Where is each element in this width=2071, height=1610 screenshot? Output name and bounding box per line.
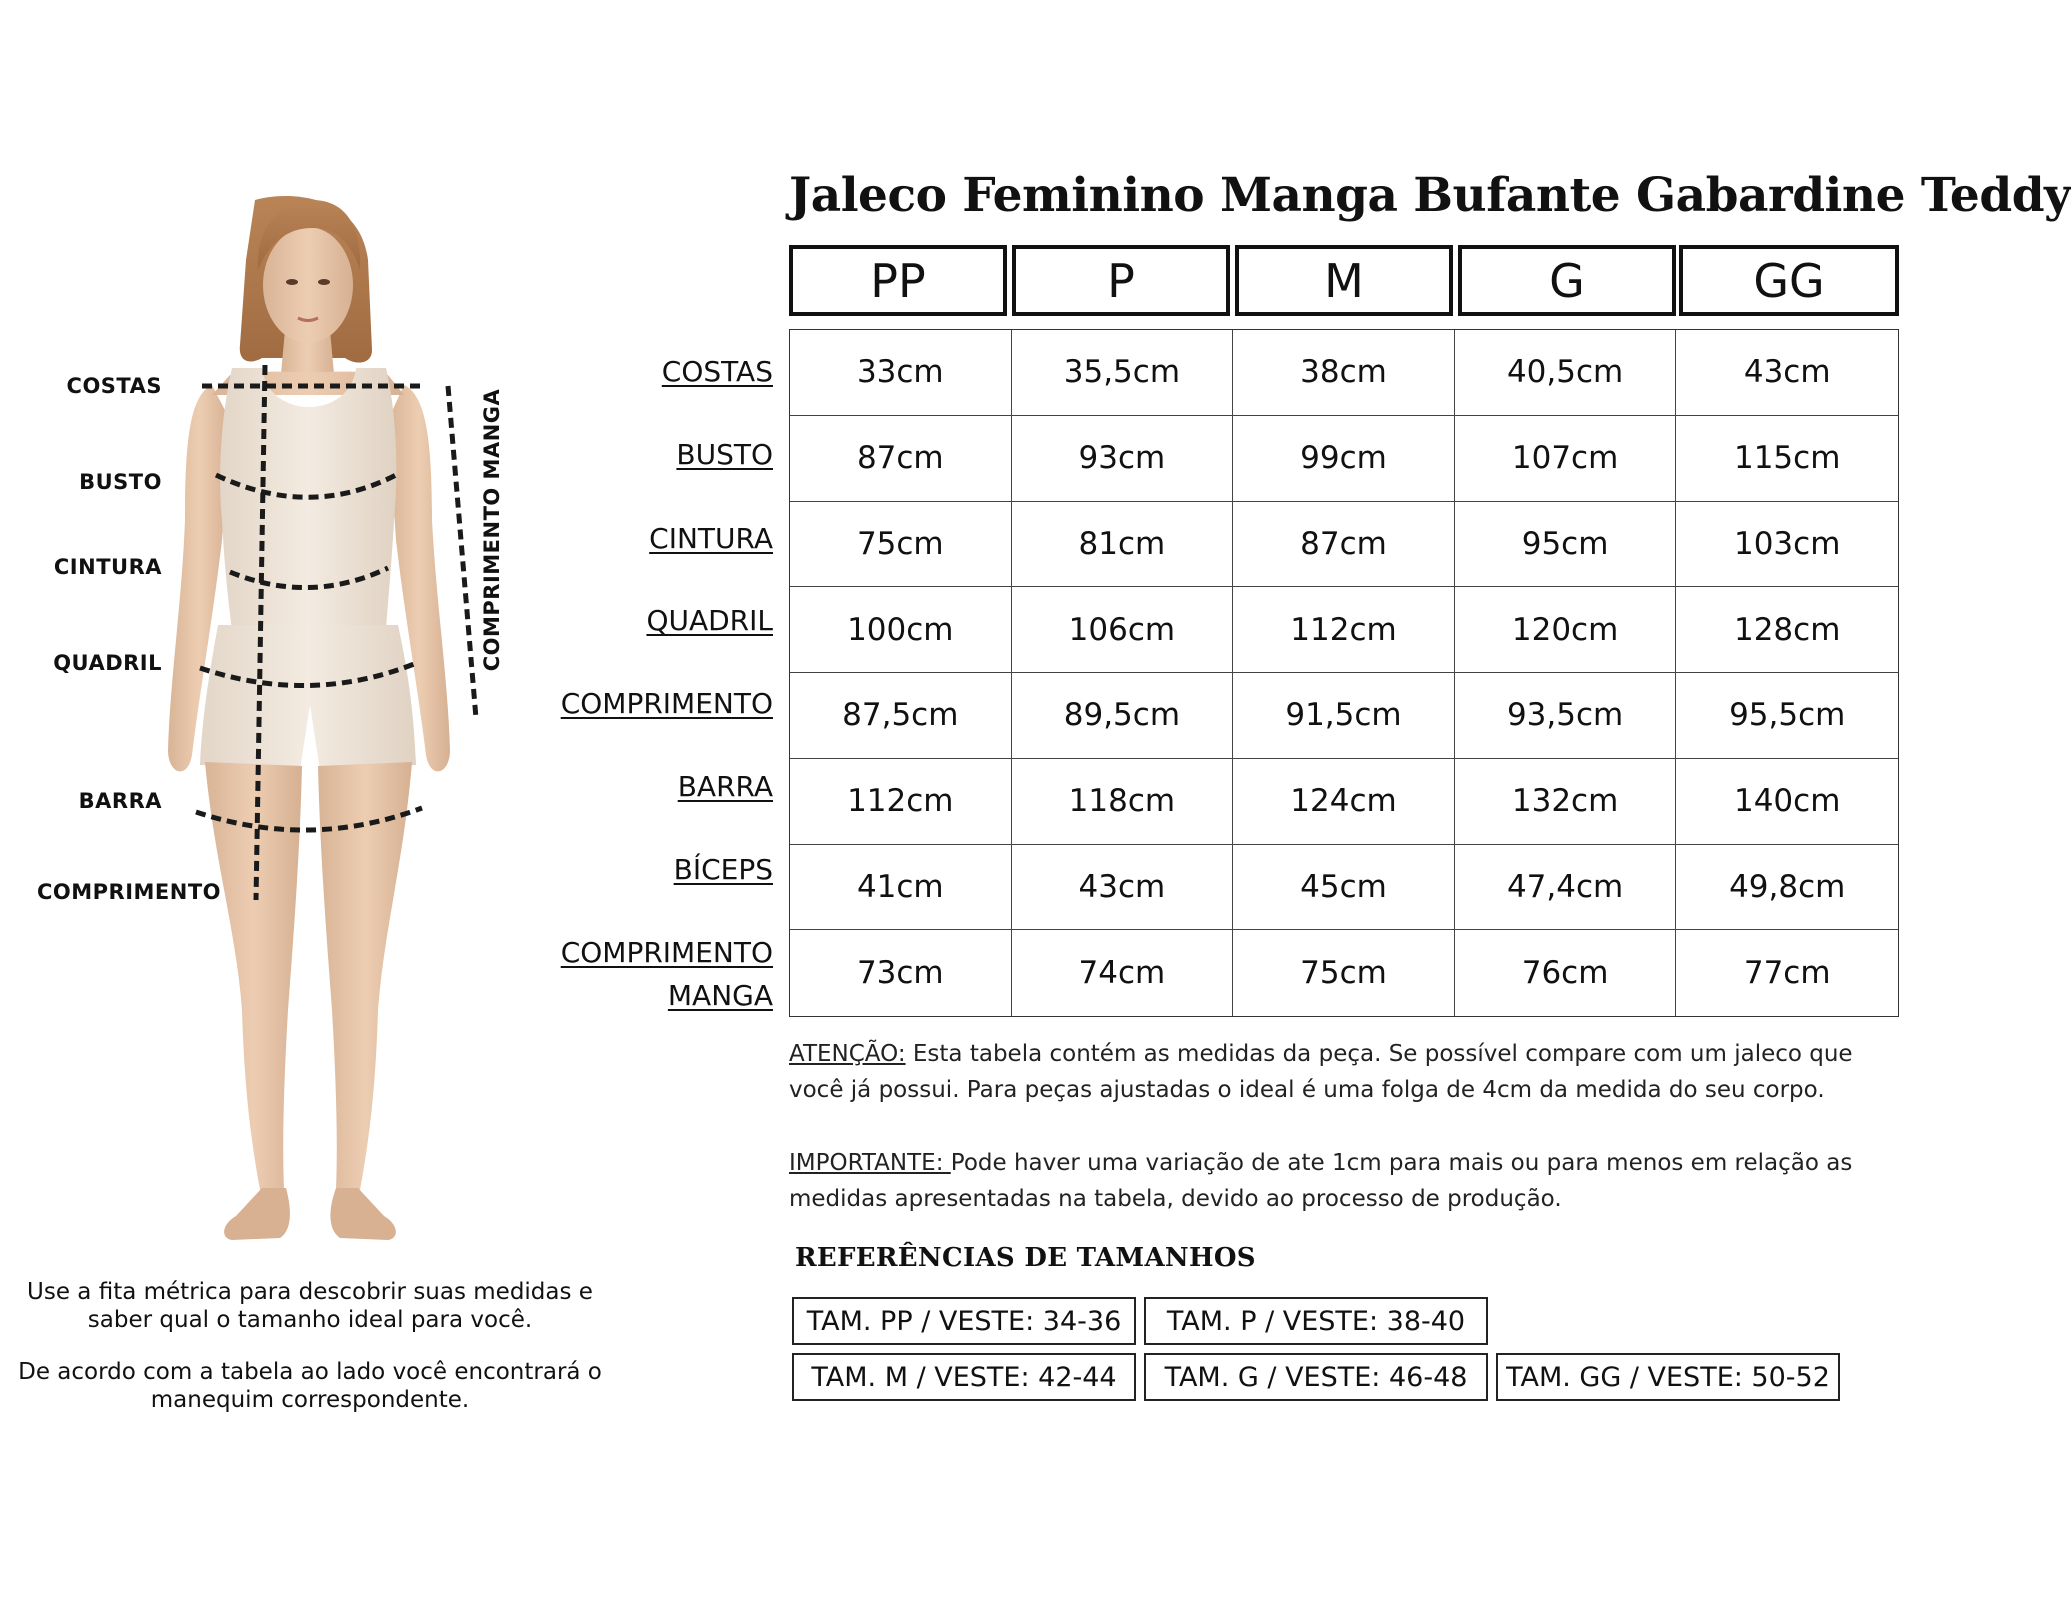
row-label-costas: COSTAS bbox=[661, 355, 773, 388]
size-reference-g: TAM. G / VESTE: 46-48 bbox=[1144, 1353, 1488, 1401]
size-header-g: G bbox=[1458, 245, 1676, 316]
important-note-text: Pode haver uma variação de ate 1cm para mais ou para menos em relação as medidas apresentadas na tabela, devido ao processo de produção. bbox=[789, 1150, 1853, 1212]
table-cell-gg: 95,5cm bbox=[1676, 673, 1898, 759]
table-cell-pp: 33cm bbox=[790, 330, 1012, 416]
row-label-comprimento: COMPRIMENTO bbox=[560, 687, 773, 720]
table-cell-g: 120cm bbox=[1455, 587, 1677, 673]
figure-label-costas: COSTAS bbox=[66, 374, 162, 398]
table-cell-m: 99cm bbox=[1233, 416, 1455, 502]
figure-label-comprimento-manga: COMPRIMENTO MANGA bbox=[480, 388, 504, 672]
row-label-busto: BUSTO bbox=[676, 438, 773, 471]
table-cell-p: 106cm bbox=[1012, 587, 1234, 673]
size-header-gg: GG bbox=[1679, 245, 1899, 316]
table-cell-p: 118cm bbox=[1012, 759, 1234, 845]
row-label-comprimento-manga-line2: MANGA bbox=[667, 979, 773, 1012]
size-reference-p: TAM. P / VESTE: 38-40 bbox=[1144, 1297, 1488, 1345]
table-cell-pp: 73cm bbox=[790, 930, 1012, 1016]
table-cell-p: 81cm bbox=[1012, 502, 1234, 588]
table-cell-p: 93cm bbox=[1012, 416, 1234, 502]
table-cell-g: 76cm bbox=[1455, 930, 1677, 1016]
mannequin-illustration bbox=[0, 0, 560, 1300]
measurement-table bbox=[789, 329, 1899, 1017]
figure-label-cintura: CINTURA bbox=[53, 555, 162, 579]
table-cell-g: 107cm bbox=[1455, 416, 1677, 502]
attention-note-lead: ATENÇÃO: bbox=[789, 1041, 906, 1067]
table-cell-g: 132cm bbox=[1455, 759, 1677, 845]
table-cell-gg: 128cm bbox=[1676, 587, 1898, 673]
size-reference-m: TAM. M / VESTE: 42-44 bbox=[792, 1353, 1136, 1401]
table-cell-gg: 49,8cm bbox=[1676, 845, 1898, 931]
size-reference-pp: TAM. PP / VESTE: 34-36 bbox=[792, 1297, 1136, 1345]
table-cell-gg: 103cm bbox=[1676, 502, 1898, 588]
page-title: Jaleco Feminino Manga Bufante Gabardine Teddy bbox=[789, 168, 2071, 223]
attention-note-text: Esta tabela contém as medidas da peça. Se possível compare com um jaleco que você já possui. Para peças ajustadas o ideal é uma folga de 4cm da medida do seu corpo. bbox=[789, 1041, 1853, 1103]
table-cell-m: 45cm bbox=[1233, 845, 1455, 931]
important-note-lead: IMPORTANTE: bbox=[789, 1150, 951, 1176]
table-cell-pp: 112cm bbox=[790, 759, 1012, 845]
table-cell-m: 91,5cm bbox=[1233, 673, 1455, 759]
figure-label-busto: BUSTO bbox=[79, 470, 162, 494]
table-cell-m: 112cm bbox=[1233, 587, 1455, 673]
row-label-biceps: BÍCEPS bbox=[673, 853, 773, 886]
table-cell-gg: 140cm bbox=[1676, 759, 1898, 845]
table-cell-pp: 75cm bbox=[790, 502, 1012, 588]
row-label-quadril: QUADRIL bbox=[646, 604, 773, 637]
figure-label-barra: BARRA bbox=[78, 789, 162, 813]
table-cell-gg: 43cm bbox=[1676, 330, 1898, 416]
table-cell-p: 35,5cm bbox=[1012, 330, 1234, 416]
row-label-barra: BARRA bbox=[677, 770, 773, 803]
table-cell-gg: 115cm bbox=[1676, 416, 1898, 502]
row-label-comprimento-manga-line1: COMPRIMENTO bbox=[560, 936, 773, 969]
table-cell-m: 38cm bbox=[1233, 330, 1455, 416]
table-cell-pp: 100cm bbox=[790, 587, 1012, 673]
attention-note bbox=[789, 1036, 1889, 1108]
table-cell-pp: 41cm bbox=[790, 845, 1012, 931]
table-cell-m: 124cm bbox=[1233, 759, 1455, 845]
size-header-pp: PP bbox=[789, 245, 1007, 316]
size-header-p: P bbox=[1012, 245, 1230, 316]
table-cell-m: 87cm bbox=[1233, 502, 1455, 588]
table-cell-gg: 77cm bbox=[1743, 955, 1831, 992]
body-measurement-figure bbox=[0, 0, 560, 1300]
table-cell-g: 93,5cm bbox=[1455, 673, 1677, 759]
figure-label-quadril: QUADRIL bbox=[53, 651, 162, 675]
measuring-tape-hint: Use a fita métrica para descobrir suas medidas e saber qual o tamanho ideal para você. bbox=[27, 1279, 593, 1333]
table-cell-pp: 87cm bbox=[790, 416, 1012, 502]
size-references-title: REFERÊNCIAS DE TAMANHOS bbox=[795, 1243, 1256, 1273]
figure-label-comprimento: COMPRIMENTO bbox=[37, 880, 222, 904]
table-cell-m: 75cm bbox=[1233, 930, 1455, 1016]
table-reference-hint: De acordo com a tabela ao lado você encontrará o manequim correspondente. bbox=[18, 1359, 602, 1413]
table-cell-g: 47,4cm bbox=[1455, 845, 1677, 931]
table-cell-p: 89,5cm bbox=[1012, 673, 1234, 759]
size-reference-gg: TAM. GG / VESTE: 50-52 bbox=[1496, 1353, 1840, 1401]
table-cell-g: 95cm bbox=[1455, 502, 1677, 588]
size-header-m: M bbox=[1235, 245, 1453, 316]
table-cell-p: 74cm bbox=[1012, 930, 1234, 1016]
table-cell-pp: 87,5cm bbox=[790, 673, 1012, 759]
table-cell-p: 43cm bbox=[1012, 845, 1234, 931]
row-label-cintura: CINTURA bbox=[649, 522, 773, 555]
important-note bbox=[789, 1145, 1889, 1217]
table-cell-g: 40,5cm bbox=[1455, 330, 1677, 416]
